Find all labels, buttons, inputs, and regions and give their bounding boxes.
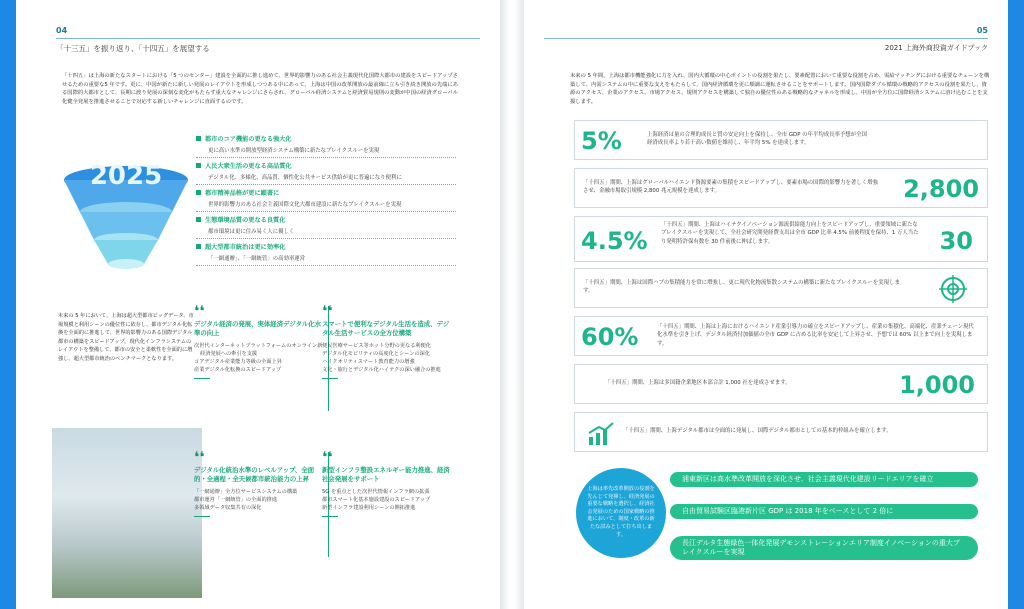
page-number: 04 — [56, 26, 68, 35]
page-number: 05 — [976, 26, 988, 35]
growth-chart-icon — [587, 421, 615, 445]
bullet-square-icon — [196, 163, 201, 168]
priority-list — [196, 134, 456, 269]
quote-icon: ❛❛ — [322, 448, 333, 466]
header-rule — [544, 38, 988, 39]
logistics-target-icon — [939, 275, 967, 303]
highlight-pill: 浦東新区は高水準改革開放を深化させ、社会主義現代化建設リードエリアを確立 — [670, 472, 978, 487]
left-edge-band — [0, 0, 14, 609]
stat-card: 「十四五」期間、上海デジタル都市は全面的に発展し、国際デジタル都市としての基本的枠組みを確立します。 — [574, 412, 988, 452]
quadrant-digital-economy: ❛❛ デジタル経済の発展、実体経済デジタル化水準の向上 次世代インターネットプラットフォームのオンライン新経済発展への牽引を支援 コアデジタル産業能力等級の全面上昇 産業デジタル化転換のスピードアップ — [194, 304, 324, 379]
right-page — [524, 0, 1008, 609]
bullet-square-icon — [196, 190, 201, 195]
stat-card: 「十四五」期間、上海はグローバルハイエンド資源要素の集積をスピードアップし、要素市場の国際的影響力を著しく増強させ、金融市場取引規模 2,800 兆元規模を達成します。 2,800 — [574, 168, 988, 208]
quote-icon: ❛❛ — [194, 448, 205, 466]
highlight-pill: 自由貿易試験区臨港新片区 GDP は 2018 年をベースとして 2 倍に — [670, 504, 978, 519]
book-gutter — [500, 0, 524, 609]
funnel-graphic — [56, 140, 196, 280]
quote-icon: ❛❛ — [322, 302, 333, 320]
highlight-pill: 長江デルタ生態緑色一体化発展デモンストレーションエリア制度イノベーションの重大ブレイクスルーを実現 — [670, 536, 978, 560]
stat-card: 「十四五」期間、上海は国際ハブの集積能力を常に増強し、更に現代化物流集散システムの構築に新たなブレイクスルーを実現します。 — [574, 268, 988, 308]
bullet-square-icon — [196, 136, 201, 141]
right-edge-band — [1010, 0, 1024, 609]
side-paragraph: 未来の 5 年において、上海は超大型都市ビッグデータ、市場規模と利用シーンの優位性に依存し、都市デジタル化転換を全面的に推進して、世界的影響力のある国際デジタル都市の構築をスピードアップ。現代化インフラシステムのレイアウトを整備して、都市の安全と柔軟性を全面的に増強し、超大型都市統治のベンチマークとなります。 — [58, 313, 194, 362]
list-item: 生態環境品質の更なる良質化 都市環境は更に住み易く人に優しく — [196, 215, 456, 239]
list-item: 都市精神品格が更に顕著に 世界的影響力のある社会主義国際文化大都市建設に新たなブレイクスルーを実現 — [196, 188, 456, 212]
quadrant-infrastructure: ❛❛ 新型インフラ整設エネルギー能力推進、経済社会発展をサポート 5G を重点とした次世代情報インフラ網の拡張 都市スマート化基本施設建設のスピードアップ 新型インフラ建設利用シーンの開拓推進 — [322, 450, 452, 517]
quadrant-governance: ❛❛ デジタル化統治水準のレベルアップ、全面的・全過程・全天候都市統治能力の上昇 「一網通辦」全方位サービスシステムの構築 都市運営「一網統管」の全面的推進 多領域データ収集共有の深化 — [194, 450, 324, 517]
quadrant-digital-life: ❛❛ スマートで便利なデジタル生活を造成、デジタル生活サービスの全方位構築 便民医療サービス等ホット分野の更なる利便化 デジタル化モビリティの高度化とシーンの深化 ハイクオリティスマート教育能力の増強 文化・旅行とデジタル化ハイテクの深い融合の推進 — [322, 304, 452, 379]
stat-card: 4.5% 「十四五」期間、上海はハイテクイノベーション源流供給能力向上をスピードアップし、重要領域に新たなブレイクスルーを実現して、全社会研究開発経費支出は全市 GDP 比率 4.5% 前後程度を保持、1 万人当たり発明特許保有数を 30 件前後に伸ばします。 30 — [574, 216, 988, 262]
bullet-square-icon — [196, 217, 201, 222]
side-text-box — [52, 306, 202, 428]
section-title: 「十三五」を振り返り、「十四五」を展望する — [56, 44, 210, 53]
intro-paragraph: 「十四五」は上海の新たなスタートにおける「5 つのセンター」建設を全面的に推し進めて、世界的影響力のある社会主義現代化国際大都市の建設をスピードアップさせるための重要な5 年です。更に、中国が新たに新しい発展のレイアウトを形成しつつある中にあって、上海は中国の改革開放の最前線に立ち引き続き開放の先端にある国際的大都市として、長期に渡り発展の深刻な変化がもたらす重大なチャレンジにさらされ、グローバル経済システムと経済貿易規則の変動が中国の経済グローバル化健全発展を推進させることで対応する新しいチャレンジに直面するのです。 — [62, 73, 459, 105]
list-item: 都市のコア機能の更なる強大化 更に高い水準の開放型経済システム構築に新たなブレイクスルーを実現 — [196, 134, 456, 158]
stat-card: 60% 「十四五」期間、上海は上海におけるハイエンド産業引導力の確立をスピードアップし、産業の集積化、高端化、産業チェーン現代化水準を引き上げ、デジタル経済付加価値の全市 GDP に占める比率を安定して上昇させ、予想では 60% 以上まで向上を実現します。 — [574, 316, 988, 356]
intro-paragraph: 未来の 5 年間、上海は都市機能強化に力を入れ、国内大循環の中心ポイントの役割を果たし、要素配置において重要な役割を占め、需給マッチングにおける重要なチェーンを構築して、内需システムの中に重要な支えをもたらして、国内経済循環を更に順調に運転させることをサポートします。国内国際ダブル循環の戦略的アクセスの役割を果たし、資源のアクセス、企業のアクセス、市場アクセス、規則アクセスを構築して独自の優位性のある戦略的なチャネルを形成し、中国が全方位に国際経済システムに溶け込むことを支援します。 — [570, 73, 990, 105]
quote-icon: ❛❛ — [194, 302, 205, 320]
left-page — [16, 0, 500, 609]
city-photo — [52, 428, 202, 598]
bullet-square-icon — [196, 244, 201, 249]
stat-card: 「十四五」期間、上海は多国籍企業地区本部合計 1,000 社を達成させます。 1,000 — [574, 364, 988, 404]
book-title: 2021 上海外商投資ガイドブック — [884, 44, 988, 52]
funnel-year: 2025 — [89, 161, 163, 191]
stat-card: 5% 上海経済は量の合理的成長と質の安定向上を保持し、全市 GDP の年平均成長率予想が全国経済成長率より若干高い数値を維持し、年平均 5% を達成します。 — [574, 120, 988, 160]
strategy-circle: 上海は率先改革開放の役割を先んじて発揮し、経済発展の重要な戦略を選択し、経済社会発展のための国家戦略の推進において、制度・改革の新たな試みとして打ち出します。 — [576, 468, 666, 558]
list-item: 超大型都市統治は更に効率化 「一網通辦」、「一網統管」の高効率運営 — [196, 242, 456, 266]
header-rule — [56, 38, 480, 39]
list-item: 人民大衆生活の更なる高品質化 デジタル化、多様化、高品質、個性化公共サービス供給が更に普遍になり便利に — [196, 161, 456, 185]
